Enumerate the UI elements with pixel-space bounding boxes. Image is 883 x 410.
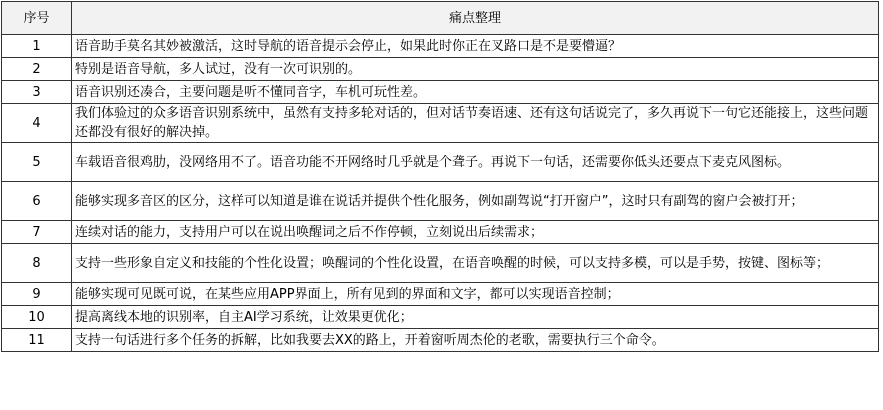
row-text: 语音助手莫名其妙被激活，这时导航的语音提示会停止，如果此时你正在叉路口是不是要懵逼？ <box>72 35 879 58</box>
row-number: 4 <box>2 104 72 143</box>
table-row <box>2 104 879 143</box>
table-row <box>2 143 879 182</box>
row-number: 11 <box>2 329 72 352</box>
table-header-row <box>2 2 879 35</box>
table-row <box>2 58 879 81</box>
row-number: 5 <box>2 143 72 182</box>
row-text: 连续对话的能力，支持用户可以在说出唤醒词之后不作停顿，立刻说出后续需求； <box>72 221 879 244</box>
row-number: 6 <box>2 182 72 221</box>
row-text: 语音识别还凑合，主要问题是听不懂同音字，车机可玩性差。 <box>72 81 879 104</box>
row-text: 我们体验过的众多语音识别系统中，虽然有支持多轮对话的，但对话节奏语速、还有这句话说完了，多久再说下一句它还能接上，这些问题还都没有很好的解决掉。 <box>72 104 879 143</box>
row-number: 2 <box>2 58 72 81</box>
pain-points-table <box>1 1 879 352</box>
table-row <box>2 35 879 58</box>
row-text: 车载语音很鸡肋，没网络用不了。语音功能不开网络时几乎就是个聋子。再说下一句话，还需要你低头还要点下麦克风图标。 <box>72 143 879 182</box>
row-text: 支持一些形象自定义和技能的个性化设置；唤醒词的个性化设置，在语音唤醒的时候，可以支持多模，可以是手势，按键、图标等； <box>72 244 879 283</box>
row-number: 8 <box>2 244 72 283</box>
table-row <box>2 182 879 221</box>
row-text: 提高离线本地的识别率，自主AI学习系统，让效果更优化； <box>72 306 879 329</box>
table-row <box>2 283 879 306</box>
table-row <box>2 329 879 352</box>
row-text: 能够实现多音区的区分，这样可以知道是谁在说话并提供个性化服务，例如副驾说“打开窗户”，这时只有副驾的窗户会被打开； <box>72 182 879 221</box>
table-row <box>2 81 879 104</box>
row-number: 1 <box>2 35 72 58</box>
header-pain-points: 痛点整理 <box>72 2 879 35</box>
table-row <box>2 221 879 244</box>
row-number: 7 <box>2 221 72 244</box>
table-row <box>2 306 879 329</box>
table-row <box>2 244 879 283</box>
row-number: 3 <box>2 81 72 104</box>
row-text: 能够实现可见既可说，在某些应用APP界面上，所有见到的界面和文字，都可以实现语音控制； <box>72 283 879 306</box>
row-number: 10 <box>2 306 72 329</box>
header-serial-number: 序号 <box>2 2 72 35</box>
row-text: 特别是语音导航，多人试过，没有一次可识别的。 <box>72 58 879 81</box>
row-text: 支持一句话进行多个任务的拆解，比如我要去XX的路上，开着窗听周杰伦的老歌，需要执行三个命令。 <box>72 329 879 352</box>
row-number: 9 <box>2 283 72 306</box>
